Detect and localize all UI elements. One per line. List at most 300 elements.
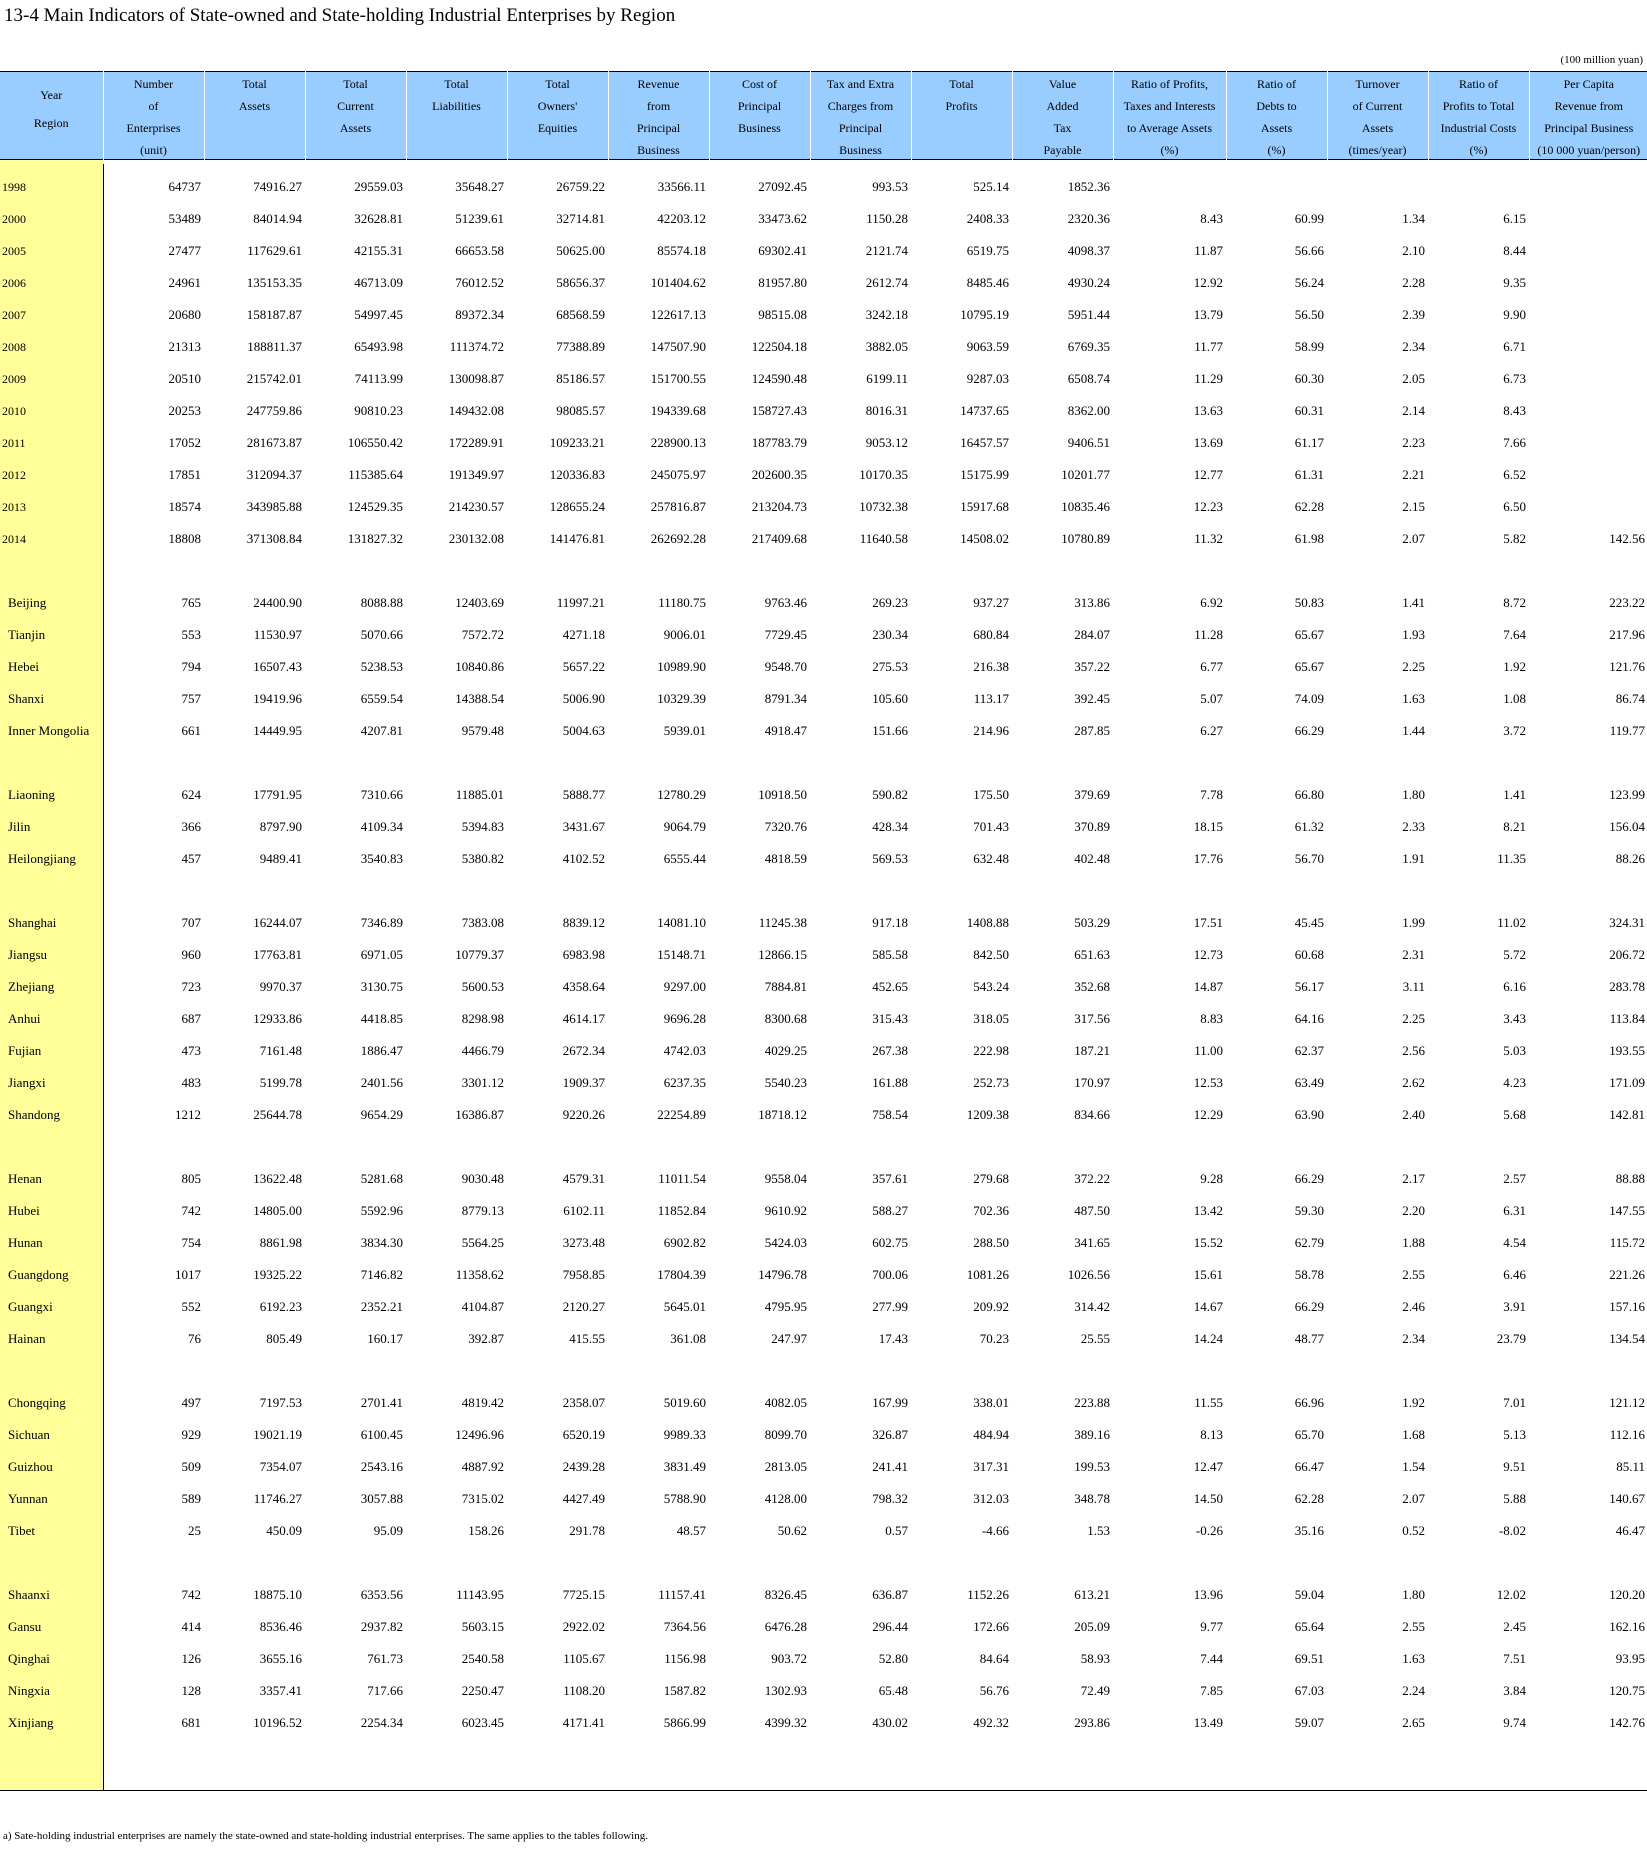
table-row [0,683,1647,715]
table-cell: 636.87 [872,1587,908,1602]
table-cell: 1.63 [1402,1651,1425,1666]
table-cell: 17052 [168,435,201,450]
spacer-row [0,555,1647,587]
table-cell: 19325.22 [253,1267,302,1282]
table-cell: 8839.12 [562,915,605,930]
table-cell: 312.03 [973,1491,1009,1506]
table-cell: 12496.96 [455,1427,504,1442]
table-cell: 56.24 [1294,275,1324,290]
table-row [0,171,1647,203]
table-cell: 4795.95 [764,1299,807,1314]
table-cell: 223.88 [1074,1395,1110,1410]
table-cell: 834.66 [1074,1107,1110,1122]
region-label: Tibet [8,1523,35,1538]
table-cell: 6983.98 [562,947,605,962]
region-label: Guangdong [8,1267,69,1282]
table-cell: 17791.95 [253,787,302,802]
table-cell [1529,459,1647,491]
year-label: 2008 [2,339,26,354]
table-cell: 6.46 [1503,1267,1526,1282]
table-cell: 2.65 [1402,1715,1425,1730]
table-cell: 140.67 [1609,1491,1645,1506]
table-cell: 5006.90 [562,691,605,706]
table-cell: 352.68 [1074,979,1110,994]
table-cell: 1909.37 [562,1075,605,1090]
table-row [0,267,1647,299]
table-row [0,587,1647,619]
table-cell: 341.65 [1074,1235,1110,1250]
table-cell: 6.16 [1503,979,1526,994]
year-label: 2005 [2,243,26,258]
header-text: Total [949,77,974,91]
header-text: Principal [636,121,681,135]
table-row [0,907,1647,939]
table-cell: 60.68 [1294,947,1324,962]
table-cell: 230.34 [872,627,908,642]
table-cell: 509 [181,1459,201,1474]
header-text: Taxes and Interests [1123,99,1216,113]
table-cell: 283.78 [1609,979,1645,994]
table-cell: 8861.98 [259,1235,302,1250]
table-cell: 929 [181,1427,201,1442]
table-cell: 5592.96 [360,1203,403,1218]
table-cell: 56.17 [1294,979,1324,994]
table-cell: 765 [181,595,201,610]
table-cell: 12933.86 [253,1011,302,1026]
table-cell: 2.33 [1402,819,1425,834]
table-row [0,1035,1647,1067]
table-cell: 2922.02 [562,1619,605,1634]
header-text: Tax and Extra [826,77,895,91]
table-cell: 2.25 [1402,1011,1425,1026]
table-cell: 221.26 [1609,1267,1645,1282]
table-cell: 2.31 [1402,947,1425,962]
table-cell: 632.48 [973,851,1009,866]
table-cell: 217409.68 [751,531,807,546]
table-row [0,843,1647,875]
table-row [0,1643,1647,1675]
table-cell: 6.92 [1200,595,1223,610]
spacer-cell [0,1547,1647,1579]
table-cell: 3057.88 [360,1491,403,1506]
table-cell: 2.28 [1402,275,1425,290]
table-cell [1529,427,1647,459]
table-cell: 98085.57 [556,403,605,418]
table-cell: 15175.99 [960,467,1009,482]
table-cell: 216.38 [973,659,1009,674]
table-cell: 223.22 [1609,595,1645,610]
table-cell: 58.93 [1080,1651,1110,1666]
table-cell: 8.21 [1503,819,1526,834]
table-cell: 11852.84 [657,1203,706,1218]
table-cell: 6.15 [1503,211,1526,226]
table-cell: 2701.41 [360,1395,403,1410]
table-row [0,1611,1647,1643]
table-cell: 707 [181,915,201,930]
table-cell: 18.15 [1193,819,1223,834]
table-cell: 193.55 [1609,1043,1645,1058]
table-cell: 5657.22 [562,659,605,674]
table-row [0,1483,1647,1515]
header-text: Industrial Costs [1440,121,1517,135]
table-cell: 2.56 [1402,1043,1425,1058]
table-cell: 16457.57 [960,435,1009,450]
table-cell: 134.54 [1609,1331,1645,1346]
table-cell: 8016.31 [865,403,908,418]
table-cell: 32628.81 [354,211,403,226]
table-cell: 12.73 [1193,947,1223,962]
table-cell: 8536.46 [259,1619,302,1634]
table-cell: 11.87 [1194,243,1223,258]
header-text: Profits to Total [1442,99,1515,113]
table-cell: 29559.03 [354,179,403,194]
table-cell: 74.09 [1294,691,1324,706]
table-cell [1529,491,1647,523]
table-row [0,715,1647,747]
table-cell: 296.44 [872,1619,908,1634]
region-label: Chongqing [8,1395,66,1410]
table-cell: 18808 [168,531,201,546]
header-col-6 [608,71,709,164]
table-cell: 288.50 [973,1235,1009,1250]
table-cell: 86.74 [1615,691,1645,706]
table-cell: 6.50 [1503,499,1526,514]
table-cell: 12403.69 [455,595,504,610]
table-cell: 2540.58 [461,1651,504,1666]
table-cell: 147.55 [1609,1203,1645,1218]
table-cell: 723 [181,979,201,994]
table-cell: 98515.08 [758,307,807,322]
table-cell: 9.77 [1200,1619,1223,1634]
table-cell: 4466.79 [461,1043,504,1058]
table-cell: 1108.20 [563,1683,605,1698]
table-cell: 717.66 [367,1683,403,1698]
table-cell: 1.08 [1503,691,1526,706]
table-cell: 754 [181,1235,201,1250]
table-cell: 228900.13 [650,435,706,450]
table-row [0,1291,1647,1323]
table-cell: 7.51 [1503,1651,1526,1666]
table-cell [1529,395,1647,427]
table-cell: 60.99 [1294,211,1324,226]
table-cell: 7.64 [1503,627,1526,642]
table-cell: 314.42 [1074,1299,1110,1314]
table-cell: 48.57 [676,1523,706,1538]
table-cell: 10732.38 [859,499,908,514]
table-cell: 700.06 [872,1267,908,1282]
table-cell: 101404.62 [650,275,706,290]
table-cell: 17.51 [1193,915,1223,930]
table-cell: 9579.48 [461,723,504,738]
table-cell: 3540.83 [360,851,403,866]
header-text: of [148,99,159,113]
table-cell: 66.29 [1294,1171,1324,1186]
table-cell: 701.43 [973,819,1009,834]
spacer-cell [0,555,1647,587]
table-cell: 2612.74 [865,275,908,290]
table-cell: 624 [181,787,201,802]
table-cell: 315.43 [872,1011,908,1026]
table-cell: 17.43 [878,1331,908,1346]
header-text: Business [637,143,680,157]
table-cell: 2937.82 [360,1619,403,1634]
table-row [0,651,1647,683]
table-cell: 214230.57 [448,499,504,514]
year-label: 2006 [2,275,26,290]
table-cell: 11143.95 [456,1587,504,1602]
table-cell: 6237.35 [663,1075,706,1090]
table-cell: 3.72 [1503,723,1526,738]
table-cell: 9763.46 [764,595,807,610]
table-cell: 66.96 [1294,1395,1324,1410]
table-row [0,971,1647,1003]
table-cell: 993.53 [872,179,908,194]
header-text: Revenue [637,77,680,91]
table-cell: 552 [181,1299,201,1314]
region-label: Shaanxi [8,1587,50,1602]
header-text: Owners' [537,99,578,113]
year-label: 2011 [2,435,26,450]
region-label: Jiangxi [8,1075,46,1090]
header-col-12 [1226,71,1327,164]
table-cell: 209.92 [973,1299,1009,1314]
table-cell: 318.05 [973,1011,1009,1026]
table-cell: 15.61 [1193,1267,1223,1282]
table-cell: 452.65 [872,979,908,994]
table-cell: 187783.79 [751,435,807,450]
table-cell: 252.73 [973,1075,1009,1090]
table-cell: 14081.10 [657,915,706,930]
region-label: Fujian [8,1043,42,1058]
table-cell: 59.04 [1294,1587,1324,1602]
year-label: 2007 [2,307,26,322]
table-cell: 2813.05 [764,1459,807,1474]
table-cell: 2.07 [1402,1491,1425,1506]
table-cell: 7161.48 [259,1043,302,1058]
table-cell: 90810.23 [354,403,403,418]
table-cell: 9030.48 [461,1171,504,1186]
table-cell: 2439.28 [562,1459,605,1474]
table-cell: 798.32 [872,1491,908,1506]
table-cell: 1.92 [1402,1395,1425,1410]
table-cell: 8.83 [1200,1011,1223,1026]
table-cell: 10780.89 [1061,531,1110,546]
table-cell: 76012.52 [455,275,504,290]
table-cell: -0.26 [1195,1523,1223,1538]
table-cell: 9063.59 [966,339,1009,354]
table-cell: 62.28 [1294,499,1324,514]
year-label: 2013 [2,499,26,514]
table-title: 13-4 Main Indicators of State-owned and State-holding Industrial Enterprises by Region [4,5,676,26]
table-cell: 6476.28 [764,1619,807,1634]
table-row [0,1195,1647,1227]
header-text: Value [1048,77,1077,91]
table-cell: 343985.88 [246,499,302,514]
table-cell: 2.55 [1402,1619,1425,1634]
table-cell: 158187.87 [246,307,302,322]
region-label: Guangxi [8,1299,53,1314]
table-cell: 20253 [168,403,201,418]
table-cell: 7572.72 [461,627,504,642]
table-cell: 5.82 [1503,531,1526,546]
table-cell: 13622.48 [253,1171,302,1186]
region-label: Hubei [8,1203,40,1218]
table-cell: 602.75 [872,1235,908,1250]
table-cell: 11530.97 [253,627,302,642]
table-cell: 4819.42 [461,1395,504,1410]
table-cell: 6508.74 [1067,371,1110,386]
table-cell: 11.29 [1194,371,1223,386]
table-cell: 8.43 [1200,211,1223,226]
table-cell: 123.99 [1609,787,1645,802]
table-cell: 131827.32 [347,531,403,546]
region-label: Henan [8,1171,42,1186]
header-col-14 [1428,71,1529,164]
header-text: (%) [1160,143,1179,157]
table-cell: 794 [181,659,201,674]
table-cell: 65.48 [878,1683,908,1698]
table-cell: 9053.12 [865,435,908,450]
table-cell: 4.23 [1503,1075,1526,1090]
spacer-cell [0,875,1647,907]
table-cell: 9.35 [1503,275,1526,290]
header-text: Ratio of Profits, [1131,77,1208,91]
table-cell: 14737.65 [960,403,1009,418]
table-cell: 257816.87 [650,499,706,514]
table-cell: 65.70 [1294,1427,1324,1442]
year-label: 2000 [2,211,26,226]
table-cell: 69302.41 [758,243,807,258]
header-text: to Average Assets [1126,121,1213,135]
table-cell: 8362.00 [1067,403,1110,418]
table-cell: 12.47 [1193,1459,1223,1474]
table-cell: 4207.81 [360,723,403,738]
header-table [0,71,1647,164]
table-cell: 10918.50 [758,787,807,802]
table-cell: 199.53 [1074,1459,1110,1474]
header-col-10 [1012,71,1113,164]
table-cell: 483 [181,1075,201,1090]
table-cell: 275.53 [872,659,908,674]
table-cell: 157.16 [1609,1299,1645,1314]
table-cell: 1.91 [1402,851,1425,866]
table-cell: 18875.10 [253,1587,302,1602]
table-cell: 4082.05 [764,1395,807,1410]
table-cell: 48.77 [1294,1331,1324,1346]
table-cell: 77388.89 [556,339,605,354]
header-text: from [646,99,671,113]
table-cell: 317.56 [1074,1011,1110,1026]
table-row [0,1579,1647,1611]
table-cell: 805.49 [266,1331,302,1346]
table-cell: 450.09 [266,1523,302,1538]
table-cell: 291.78 [569,1523,605,1538]
spacer-row [0,1355,1647,1387]
region-label: Yunnan [8,1491,48,1506]
table-cell: 25 [188,1523,201,1538]
table-cell: 72.49 [1080,1683,1110,1698]
header-text: Debts to [1256,99,1297,113]
table-cell: 277.99 [872,1299,908,1314]
table-cell: 5394.83 [461,819,504,834]
table-cell: 188811.37 [247,339,302,354]
table-cell: 5424.03 [764,1235,807,1250]
table-cell: 5380.82 [461,851,504,866]
table-cell [1529,267,1647,299]
table-cell: 65.64 [1294,1619,1324,1634]
table-cell: 6023.45 [461,1715,504,1730]
header-col-9 [911,71,1012,164]
table-cell: 13.42 [1193,1203,1223,1218]
table-cell: 4427.49 [562,1491,605,1506]
spacer-cell [0,747,1647,779]
table-cell: 8099.70 [764,1427,807,1442]
table-row [0,1163,1647,1195]
table-cell: 3655.16 [259,1651,302,1666]
table-cell: 66.29 [1294,1299,1324,1314]
table-cell: 428.34 [872,819,908,834]
table-cell: 1.88 [1402,1235,1425,1250]
table-cell: 161.88 [872,1075,908,1090]
table-cell [1529,363,1647,395]
table-cell: 2.15 [1402,499,1425,514]
table-cell: 1.41 [1402,595,1425,610]
table-cell: 9287.03 [966,371,1009,386]
header-text: (10 000 yuan/person) [1537,143,1641,157]
table-cell: 6519.75 [966,243,1009,258]
table-cell: 241.41 [872,1459,908,1474]
table-cell: 24961 [168,275,201,290]
table-cell: 93.95 [1615,1651,1645,1666]
table-cell: 149432.08 [448,403,504,418]
table-cell: 27092.45 [758,179,807,194]
table-cell: 59.07 [1294,1715,1324,1730]
table-cell: 5564.25 [461,1235,504,1250]
header-text: Current [337,99,374,113]
table-cell: 357.61 [872,1171,908,1186]
table-cell: 4128.00 [764,1491,807,1506]
table-cell: 7884.81 [764,979,807,994]
table-cell: 10835.46 [1061,499,1110,514]
table-cell: 8300.68 [764,1011,807,1026]
table-cell: 379.69 [1074,787,1110,802]
table-cell: 2543.16 [360,1459,403,1474]
table-cell: 11157.41 [658,1587,706,1602]
table-cell: 11.32 [1194,531,1223,546]
table-cell: 3.11 [1402,979,1425,994]
table-cell: 9.28 [1200,1171,1223,1186]
table-cell: 9297.00 [663,979,706,994]
table-row [0,1387,1647,1419]
header-text: Added [1046,99,1079,113]
table-cell: 9489.41 [259,851,302,866]
table-cell: 6353.56 [360,1587,403,1602]
table-cell: 1587.82 [663,1683,706,1698]
table-cell: 5888.77 [562,787,605,802]
table-cell: 24400.90 [253,595,302,610]
table-cell: 58.99 [1294,339,1324,354]
table-cell: 4104.87 [461,1299,504,1314]
table-cell: 14.67 [1193,1299,1223,1314]
table-cell: 61.31 [1294,467,1324,482]
table-cell: 58656.37 [556,275,605,290]
table-cell: 414 [181,1619,201,1634]
table-cell: 287.85 [1074,723,1110,738]
table-cell: 8791.34 [764,691,807,706]
table-cell: 1.54 [1402,1459,1425,1474]
header-text: Assets [238,99,271,113]
table-cell: 61.17 [1294,435,1324,450]
